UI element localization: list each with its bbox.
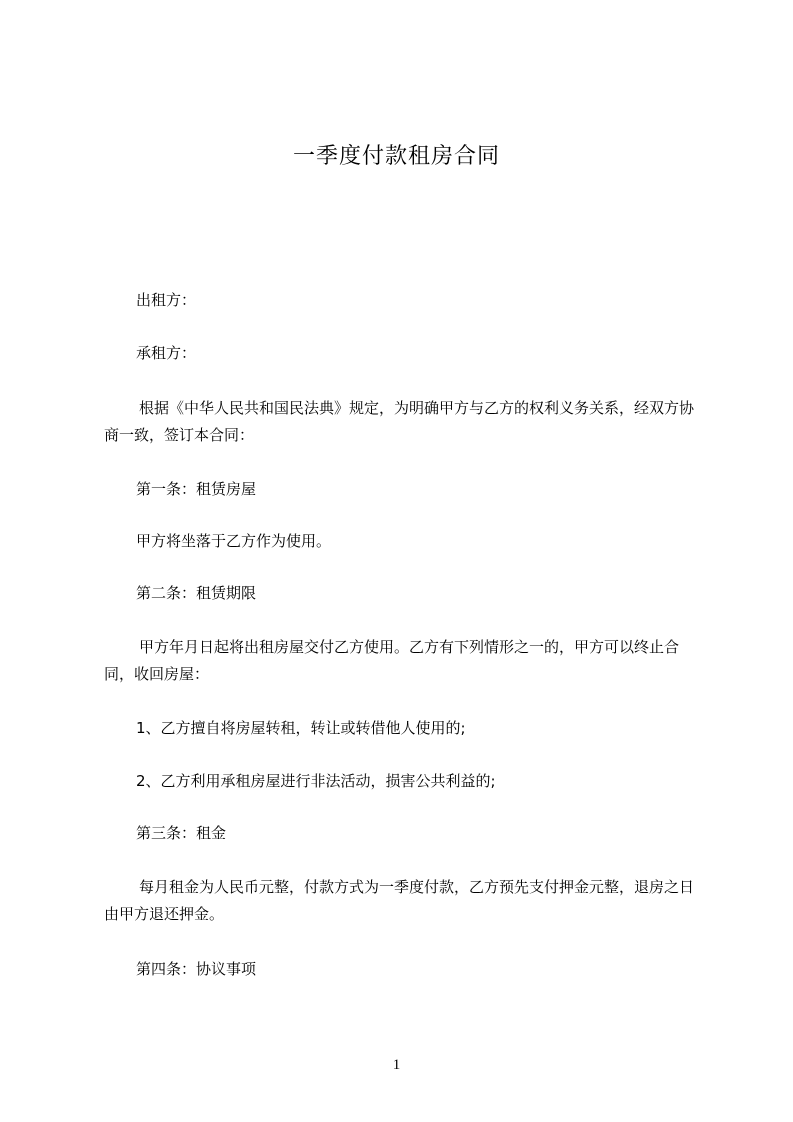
lessee-line: 承租方： xyxy=(136,344,197,362)
article4-heading: 第四条：协议事项 xyxy=(136,960,257,978)
lessor-line: 出租方： xyxy=(136,291,197,309)
preamble-paragraph: 根据《中华人民共和国民法典》规定，为明确甲方与乙方的权利义务关系，经双方协商一致，签订本合同： xyxy=(104,399,695,444)
article1-text: 甲方将坐落于乙方作为使用。 xyxy=(136,532,332,550)
document-title: 一季度付款租房合同 xyxy=(292,144,500,169)
article3-text: 每月租金为人民币元整，付款方式为一季度付款，乙方预先支付押金元整，退房之日由甲方退还押金。 xyxy=(104,878,695,923)
article1-heading: 第一条：租赁房屋 xyxy=(136,480,257,498)
article2-heading: 第二条：租赁期限 xyxy=(136,584,257,602)
page-number: 1 xyxy=(392,1057,401,1073)
article2-item-1: 1、乙方擅自将房屋转租，转让或转借他人使用的; xyxy=(136,719,466,737)
article2-text: 甲方年月日起将出租房屋交付乙方使用。乙方有下列情形之一的，甲方可以终止合同，收回房屋： xyxy=(104,638,680,683)
article2-item-2: 2、乙方利用承租房屋进行非法活动，损害公共利益的; xyxy=(136,772,496,790)
article3-heading: 第三条：租金 xyxy=(136,824,227,842)
